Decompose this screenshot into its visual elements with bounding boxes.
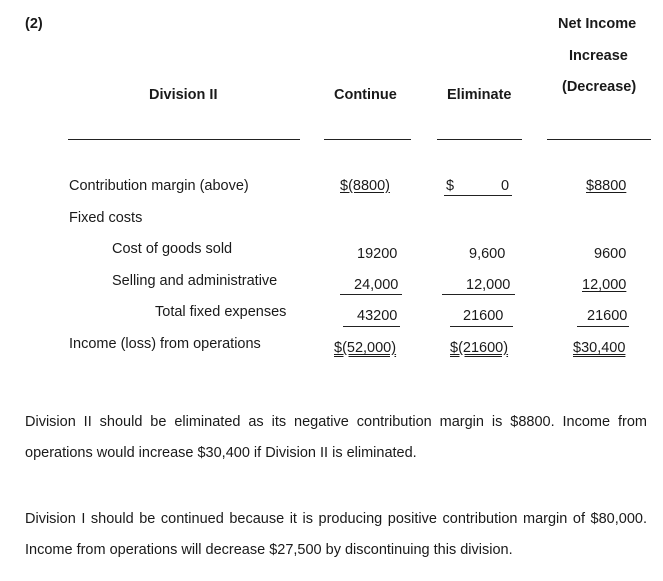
cell-continue-selling-and-administrative: 24,000 bbox=[354, 277, 399, 293]
cell-eliminate-contribution-margin: 0 bbox=[501, 178, 510, 194]
cell-continue-income-from-operations: $(52,000) bbox=[334, 340, 397, 356]
cell-eliminate-contribution-margin-dollar: $ bbox=[446, 178, 455, 194]
row-label-total-fixed-expenses: Total fixed expenses bbox=[155, 304, 287, 320]
continue-subtotal-underline bbox=[340, 294, 402, 295]
row-label-fixed-costs: Fixed costs bbox=[69, 210, 143, 226]
eliminate-column-header: Eliminate bbox=[447, 87, 512, 103]
row-label-contribution-margin: Contribution margin (above) bbox=[69, 178, 249, 194]
row-label-income-from-operations: Income (loss) from operations bbox=[69, 336, 261, 352]
net-income-header-line3: (Decrease) bbox=[562, 79, 637, 95]
division-column-header: Division II bbox=[149, 87, 218, 103]
cell-net-contribution-margin: $8800 bbox=[586, 178, 627, 194]
conclusion-paragraph-division-i: Division I should be continued because it is producing positive contribution margin of $80,000. Income from operations will decrease $27,500 by discontinuing this division. bbox=[25, 511, 647, 558]
cell-eliminate-selling-and-administrative: 12,000 bbox=[466, 277, 511, 293]
cell-continue-contribution-margin: $(8800) bbox=[340, 178, 390, 194]
cell-continue-total-fixed-expenses: 43200 bbox=[357, 308, 398, 324]
header-rule-division bbox=[68, 139, 300, 140]
net-total-underline bbox=[577, 326, 629, 327]
part-label: (2) bbox=[25, 16, 43, 32]
cell-eliminate-cost-of-goods-sold: 9,600 bbox=[469, 246, 506, 262]
cell-net-total-fixed-expenses: 21600 bbox=[587, 308, 628, 324]
eliminate-subtotal-underline bbox=[442, 294, 515, 295]
cell-continue-cost-of-goods-sold: 19200 bbox=[357, 246, 398, 262]
cell-eliminate-income-from-operations: $(21600) bbox=[450, 340, 509, 356]
cell-eliminate-total-fixed-expenses: 21600 bbox=[463, 308, 504, 324]
header-rule-eliminate bbox=[437, 139, 522, 140]
continue-total-underline bbox=[343, 326, 400, 327]
cell-net-cost-of-goods-sold: 9600 bbox=[594, 246, 627, 262]
eliminate-total-underline bbox=[450, 326, 513, 327]
continue-column-header: Continue bbox=[334, 87, 397, 103]
header-rule-continue bbox=[324, 139, 411, 140]
row-label-cost-of-goods-sold: Cost of goods sold bbox=[112, 241, 233, 257]
row-label-selling-and-administrative: Selling and administrative bbox=[112, 273, 278, 289]
net-income-header-line2: Increase bbox=[569, 48, 628, 64]
header-rule-net bbox=[547, 139, 651, 140]
net-income-header-line1: Net Income bbox=[558, 16, 637, 32]
eliminate-contribution-underline bbox=[444, 195, 512, 196]
cell-net-selling-and-administrative: 12,000 bbox=[582, 277, 627, 293]
cell-net-income-from-operations: $30,400 bbox=[573, 340, 626, 356]
conclusion-paragraph-division-ii: Division II should be eliminated as its negative contribution margin is $8800. Income from operations would increase $30,400 if Division II is eliminated. bbox=[25, 414, 647, 461]
